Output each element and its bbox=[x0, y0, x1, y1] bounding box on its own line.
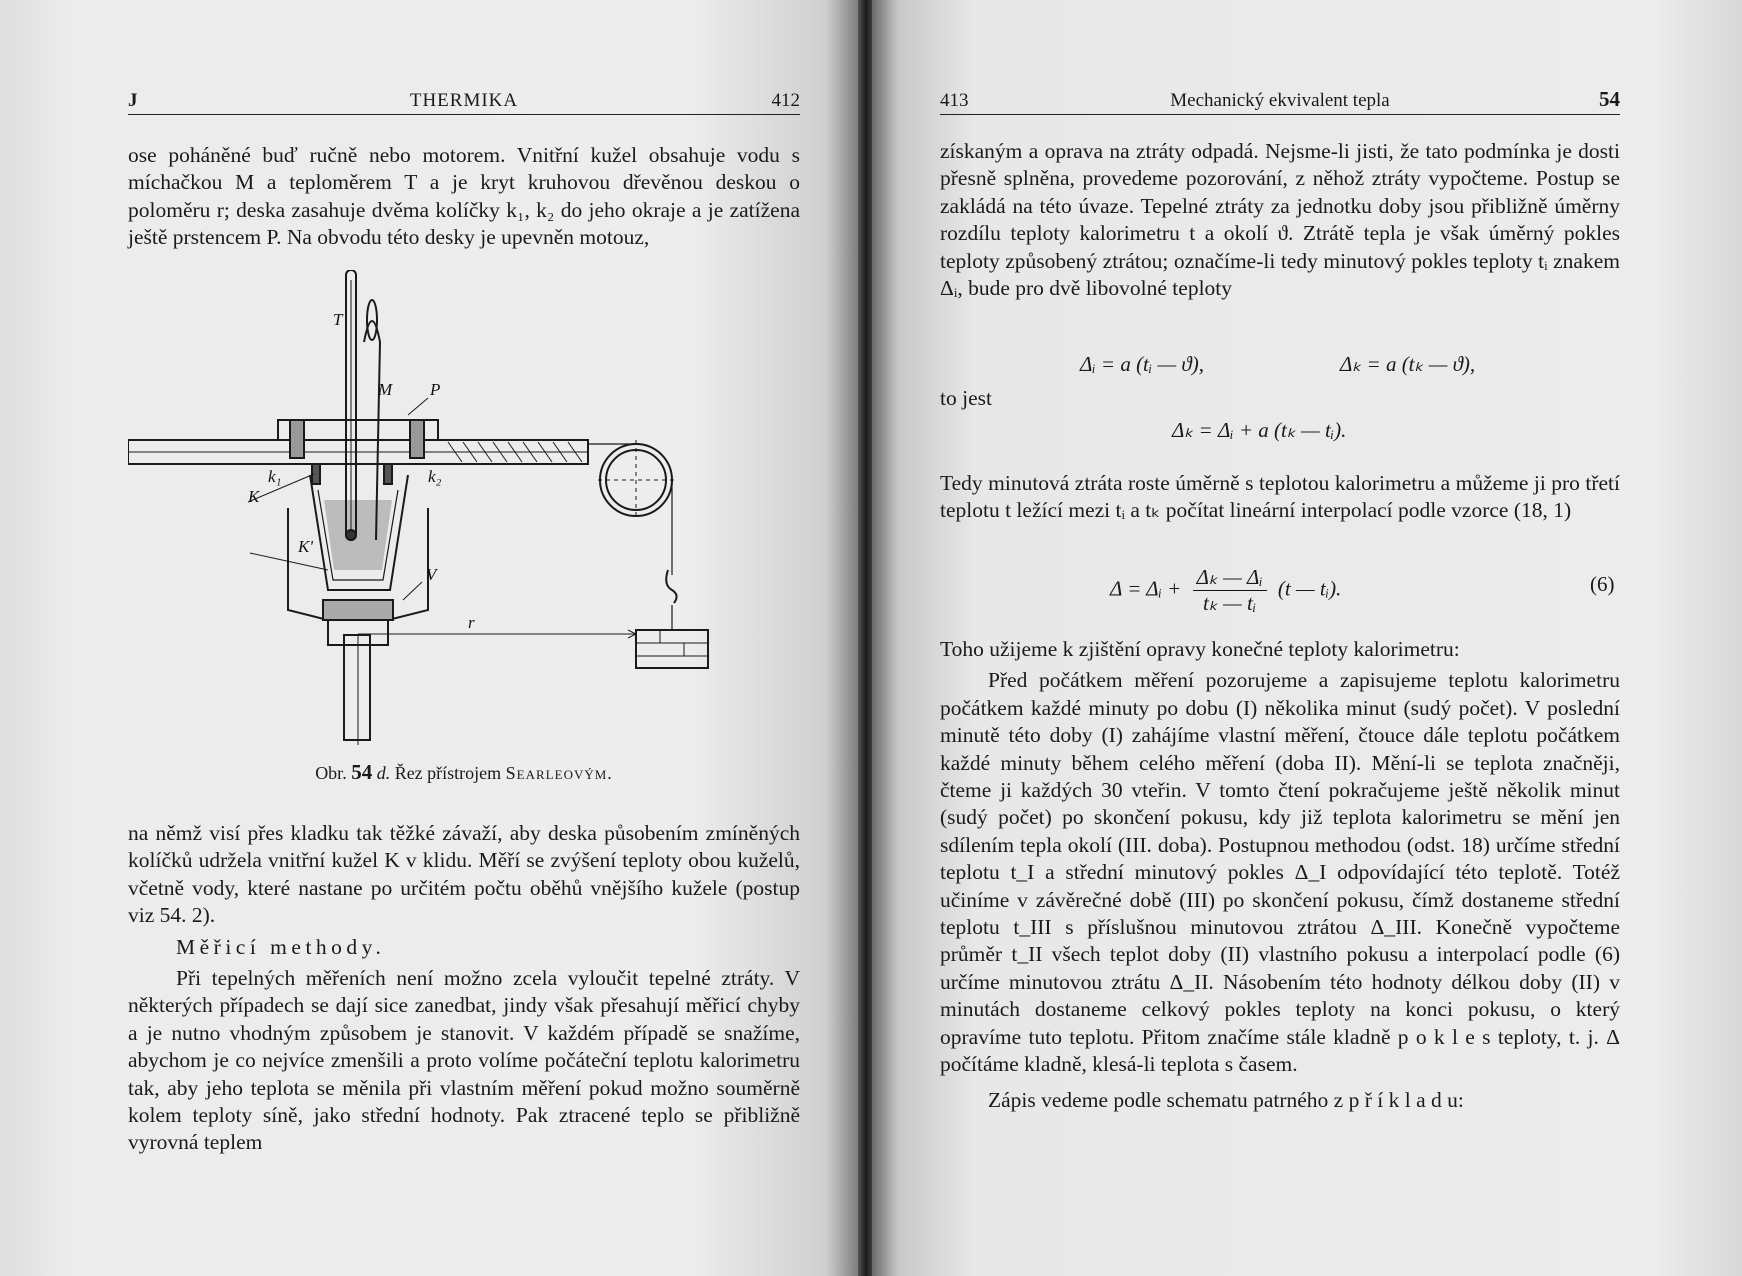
formula-lhs: Δ = Δᵢ + bbox=[1110, 576, 1182, 601]
apparatus-diagram bbox=[128, 270, 800, 750]
section-heading: Měřicí methody. bbox=[176, 934, 386, 959]
equation-number: (6) bbox=[1590, 572, 1615, 596]
caption-prefix: Obr. bbox=[315, 763, 347, 783]
label-r: r bbox=[468, 613, 475, 632]
label-M: M bbox=[378, 380, 393, 399]
shaft bbox=[344, 635, 370, 740]
left-paragraph-1 bbox=[128, 142, 800, 252]
label-k2: k₂ bbox=[428, 467, 442, 486]
formula-2: Δₖ = Δᵢ + a (tₖ — tᵢ). bbox=[1172, 418, 1347, 442]
formula-denominator: tₖ — tᵢ bbox=[1203, 591, 1257, 615]
header-letter: J bbox=[128, 90, 138, 111]
label-k1: k₁ bbox=[268, 467, 282, 486]
left-page bbox=[0, 0, 860, 1276]
paragraph-text: Tedy minutová ztráta roste úměrně s teplotou kalorimetru a můžeme ji pro třetí teplotu t ležící mezi tᵢ a tₖ počítat lineární interpolací podle vzorce (18, 1) bbox=[940, 471, 1620, 523]
formula-6 bbox=[1110, 565, 1610, 616]
paragraph-text: Před počátkem měření pozorujeme a zapisujeme teplotu kalorimetru počátkem každé minuty po dobu (I) několika minut (sudý počet). V poslední minutě této doby (I) zahájíme vlastní měření, čtouce dále teplotu počátkem každé minuty během celého měření (doba II). Mění-li se teplota značněji, čteme ji každých 30 vteřin. V tomto čtení pokračujeme ještě několik minut (sudý počet) po skončení pokusu, kdy již teplota kalorimetru se mění jen sdílením tepla okolí (III. doba). Postupnou methodou (odst. 18) určíme střední teplotu t_I a střední minutový pokles Δ_I odpovídající této teplotě. Totéž učiníme v závěrečné době (III) po skončení pokusu, čímž dostaneme střední teplotu t_III s příslušnou minutovou ztrátou Δ_III. Konečně vypočteme průměr t_II všech teplot doby (II) vlastního pokusu a interpolací podle (6) určíme minutovou ztrátu Δ_II. Násobením této hodnoty délkou doby (II) v minutách dostaneme celkový pokles teploty na konci pokusu, o který opravíme tuto teplotu. Přitom značíme stále kladně p o k l e s teploty, t. j. Δ počítáme kladně, klesá-li teplota s časem. bbox=[940, 668, 1620, 1077]
formula-fraction bbox=[1193, 565, 1267, 616]
right-lower-text bbox=[940, 636, 1620, 1114]
paragraph-text: Toho užijeme k zjištění opravy konečné teploty kalorimetru: bbox=[940, 637, 1460, 661]
paragraph-text: Při tepelných měřeních není možno zcela vyloučit tepelné ztráty. V některých případech se dají sice zanedbat, jindy však přesahují měřicí chyby a je nutno vhodným způsobem je stanovit. V každém případě se snažíme, abychom je co nejvíce zmenšili a proto volíme počáteční teplotu kalorimetru tak, aby jeho teplota se měnila při vlastním měření pokud možno souměrně kolem teploty síně, jako střední hodnoty. Pak ztracené teplo se přibližně vyrovná teplem bbox=[128, 966, 800, 1155]
left-lower-text bbox=[128, 820, 800, 1157]
section-number: 54 bbox=[1599, 87, 1620, 111]
formula-1a: Δᵢ = a (tᵢ — ϑ), bbox=[1080, 352, 1204, 376]
formula-1b: Δₖ = a (tₖ — ϑ), bbox=[1340, 352, 1476, 376]
label-V: V bbox=[426, 565, 437, 584]
header-title: Mechanický ekvivalent tepla bbox=[1170, 90, 1390, 111]
weight bbox=[636, 630, 708, 668]
formula-numerator: Δₖ — Δᵢ bbox=[1193, 565, 1267, 591]
right-paragraph-2 bbox=[940, 470, 1620, 525]
paragraph-text: získaným a oprava na ztráty odpadá. Nejsme-li jisti, že tato podmínka je dosti přesně splněna, provedeme pozorování, z něhož ztráty vypočteme. Postup se zakládá na této úvaze. Tepelné ztráty za jednotku doby jsou přibližně úměrny rozdílu teploty kalorimetru t a okolí ϑ. Ztrátě tepla je však úměrný pokles teploty způsobený ztrátou; označíme-li tedy minutový pokles teploty tᵢ znakem Δᵢ, bude pro dvě libovolné teploty bbox=[940, 139, 1620, 301]
searle-apparatus-figure bbox=[128, 270, 800, 790]
label-T: T bbox=[333, 310, 343, 329]
paragraph-text: na němž visí přes kladku tak těžké závaží, aby deska působením zmíněných kolíčků udržela vnitřní kužel K v klidu. Měří se zvýšení teploty obou kuželů, včetně vody, které nastane po určitém počtu oběhů vnějšího kužele (postup viz 54. 2). bbox=[128, 821, 800, 928]
label-P: P bbox=[430, 380, 441, 399]
caption-letter: d. bbox=[376, 763, 391, 783]
caption-number: 54 bbox=[351, 760, 373, 784]
page-number: 412 bbox=[771, 90, 800, 111]
figure-caption bbox=[128, 760, 800, 785]
left-page-header bbox=[128, 88, 800, 115]
caption-text: Řez přístrojem bbox=[394, 763, 502, 783]
pin-k2 bbox=[384, 464, 392, 484]
label-K-prime: K' bbox=[298, 537, 313, 556]
right-page bbox=[872, 0, 1742, 1276]
to-jest: to jest bbox=[940, 386, 992, 410]
right-paragraph-1 bbox=[940, 138, 1620, 302]
header-title: THERMIKA bbox=[409, 90, 519, 111]
paragraph-text: ose poháněné buď ručně nebo motorem. Vnitřní kužel obsahuje vodu s míchačkou M a teploměrem T a je kryt kruhovou dřevěnou deskou o poloměru r; deska zasahuje dvěma kolíčky k₁, k₂ do jeho okraje a je zatížena ještě prstencem P. Na obvodu této desky je upevněn motouz, bbox=[128, 143, 800, 250]
page-number: 413 bbox=[940, 90, 969, 111]
caption-name: Searleovým. bbox=[505, 763, 613, 783]
formula-rhs: (t — tᵢ). bbox=[1277, 576, 1342, 601]
label-K: K bbox=[248, 487, 260, 506]
right-page-header bbox=[940, 88, 1620, 115]
paragraph-text: Zápis vedeme podle schematu patrného z p ř í k l a d u: bbox=[988, 1087, 1464, 1112]
